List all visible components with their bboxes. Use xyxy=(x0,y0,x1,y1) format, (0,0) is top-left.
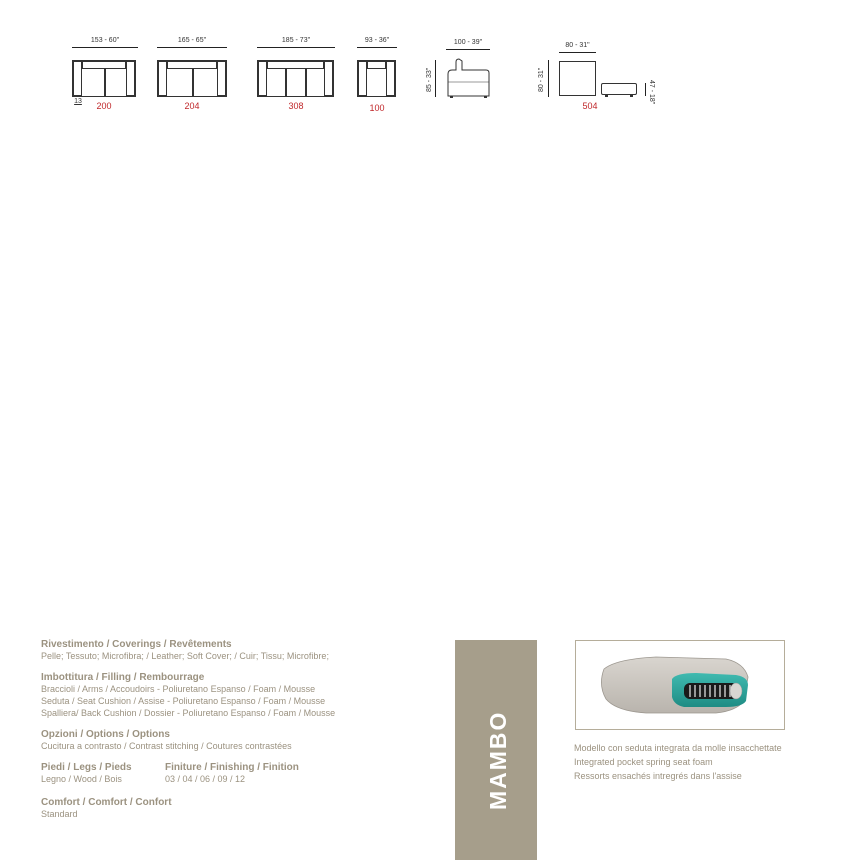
product-name: MAMBO xyxy=(485,710,511,810)
height-line xyxy=(645,83,646,96)
filling-line: Braccioli / Arms / Accoudoirs - Poliuretano Espanso / Foam / Mousse xyxy=(41,684,316,694)
model-code: 504 xyxy=(582,101,598,111)
coverings-heading: Rivestimento / Coverings / Revêtements xyxy=(41,639,232,650)
photo-caption xyxy=(574,741,782,783)
comfort-heading: Comfort / Comfort / Confort xyxy=(41,797,172,808)
sofa-side-view xyxy=(444,58,492,100)
product-photo-frame xyxy=(575,640,785,730)
dimension-line xyxy=(357,47,397,48)
options-heading: Opzioni / Options / Options xyxy=(41,729,170,740)
options-text: Cucitura a contrasto / Contrast stitching / Coutures contrastées xyxy=(41,741,292,751)
ottoman-plan xyxy=(559,61,596,96)
sofa-plan-2-seat xyxy=(72,60,136,97)
ottoman-side-view xyxy=(601,83,637,95)
model-code: 100 xyxy=(369,103,385,113)
model-code: 200 xyxy=(96,101,112,111)
dimension-line xyxy=(157,47,227,48)
specifications xyxy=(41,639,441,820)
dimension-line xyxy=(559,52,596,53)
dimension-label: 165 - 65" xyxy=(177,37,207,44)
sofa-plan-2-seat-large xyxy=(157,60,227,97)
dimension-line xyxy=(257,47,335,48)
coverings-text: Pelle; Tessuto; Microfibra; / Leather; Soft Cover; / Cuir; Tissu; Microfibre; xyxy=(41,651,329,661)
filling-line: Spalliera/ Back Cushion / Dossier - Poliuretano Espanso / Foam / Mousse xyxy=(41,708,336,718)
finishing-heading: Finiture / Finishing / Finition xyxy=(165,762,299,773)
height-label: 47 - 18" xyxy=(648,80,655,105)
depth-label: 80 - 31" xyxy=(538,67,545,92)
dimension-label: 153 - 60" xyxy=(90,37,120,44)
dimension-line xyxy=(72,47,138,48)
caption-line: Modello con seduta integrata da molle insacchettate xyxy=(574,743,782,753)
height-line xyxy=(435,60,436,97)
seat-cushion-illustration xyxy=(576,641,784,729)
leg-height-label: 13 xyxy=(74,98,82,105)
finishing-text: 03 / 04 / 06 / 09 / 12 xyxy=(165,774,246,784)
depth-label: 100 - 39" xyxy=(453,39,483,46)
filling-line: Seduta / Seat Cushion / Assise - Poliuretano Espanso / Foam / Mousse xyxy=(41,696,326,706)
legs-text: Legno / Wood / Bois xyxy=(41,774,122,784)
dimension-line xyxy=(446,49,490,50)
width-label: 80 - 31" xyxy=(565,42,590,49)
armchair-plan xyxy=(357,60,396,97)
model-code: 204 xyxy=(184,101,200,111)
dimension-label: 93 - 36" xyxy=(364,37,390,44)
height-label: 85 - 33" xyxy=(426,67,433,92)
caption-line: Ressorts ensachés intregrés dans l'assise xyxy=(574,771,742,781)
dimension-label: 185 - 73" xyxy=(281,37,311,44)
filling-heading: Imbottitura / Filling / Rembourrage xyxy=(41,672,205,683)
sofa-plan-3-seat xyxy=(257,60,334,97)
legs-heading: Piedi / Legs / Pieds xyxy=(41,762,132,773)
model-code: 308 xyxy=(288,101,304,111)
comfort-text: Standard xyxy=(41,809,78,819)
caption-line: Integrated pocket spring seat foam xyxy=(574,757,713,767)
depth-line xyxy=(548,60,549,97)
